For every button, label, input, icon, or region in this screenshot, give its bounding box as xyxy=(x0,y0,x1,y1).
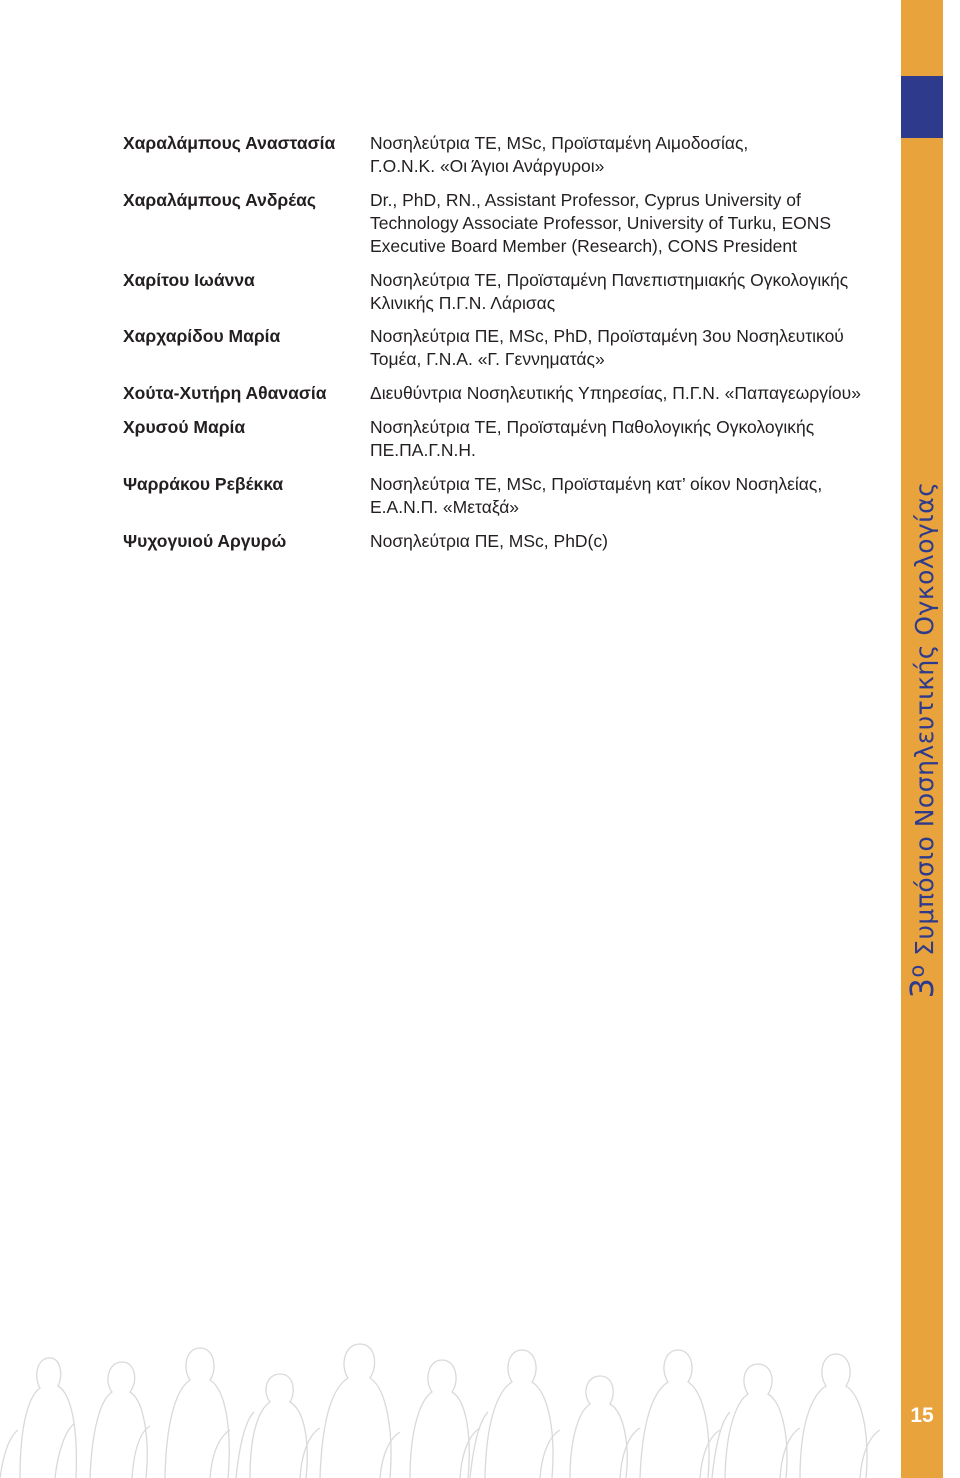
participant-name: Χαραλάμπους Αναστασία xyxy=(123,133,336,153)
sidebar-ordinal: 3 xyxy=(903,977,941,999)
page-number: 15 xyxy=(910,1404,934,1427)
description-line: Διευθύντρια Νοσηλευτικής Υπηρεσίας, Π.Γ.Ν. «Παπαγεωργίου» xyxy=(370,383,861,403)
description-line: Τομέα, Γ.Ν.Α. «Γ. Γεννηματάς» xyxy=(370,349,605,369)
sidebar-ordinal-mark: ο xyxy=(904,964,929,978)
participant-name: Χούτα-Χυτήρη Αθανασία xyxy=(123,383,327,403)
description-line: Νοσηλεύτρια ΠΕ, MSc, PhD, Προϊσταμένη 3ου Νοσηλευτικού xyxy=(370,326,844,346)
description-line: ΠΕ.ΠΑ.Γ.Ν.Η. xyxy=(370,440,476,460)
description-line: Κλινικής Π.Γ.Ν. Λάρισας xyxy=(370,293,556,313)
description-line: Νοσηλεύτρια ΤΕ, Προϊσταμένη Παθολογικής Ογκολογικής xyxy=(370,417,815,437)
description-line: Executive Board Member (Research), CONS President xyxy=(370,236,797,256)
description-line: Γ.Ο.Ν.Κ. «Οι Άγιοι Ανάργυροι» xyxy=(370,156,605,176)
participant-description xyxy=(370,189,880,258)
description-line: Ε.Α.Ν.Π. «Μεταξά» xyxy=(370,497,520,517)
sidebar-edge xyxy=(943,0,960,1478)
participant-name: Χαρχαρίδου Μαρία xyxy=(123,326,281,346)
sidebar-title-text: Συμπόσιο Νοσηλευτικής Ογκολογίας xyxy=(910,481,939,956)
participant-name: Χαρίτου Ιωάννα xyxy=(123,270,255,290)
participant-description xyxy=(370,530,880,553)
participant-description xyxy=(370,416,880,462)
participant-name: Χαραλάμπους Ανδρέας xyxy=(123,190,317,210)
participant-name: Ψυχογυιού Αργυρώ xyxy=(123,531,287,551)
participant-name: Χρυσού Μαρία xyxy=(123,417,246,437)
people-silhouettes-decoration xyxy=(0,1300,900,1478)
participant-description xyxy=(370,473,880,519)
description-line: Νοσηλεύτρια ΤΕ, MSc, Προϊσταμένη κατ’ οίκον Νοσηλείας, xyxy=(370,474,823,494)
participant-name: Ψαρράκου Ρεβέκκα xyxy=(123,474,284,494)
description-line: Νοσηλεύτρια ΤΕ, MSc, Προϊσταμένη Αιμοδοσίας, xyxy=(370,133,749,153)
description-line: Νοσηλεύτρια ΠΕ, MSc, PhD(c) xyxy=(370,531,608,551)
description-line: Dr., PhD, RN., Assistant Professor, Cyprus University of xyxy=(370,190,801,210)
description-line: Technology Associate Professor, University of Turku, EONS xyxy=(370,213,832,233)
participant-description xyxy=(370,132,880,178)
participant-description xyxy=(370,269,880,315)
participant-description xyxy=(370,325,880,371)
description-line: Νοσηλεύτρια ΤΕ, Προϊσταμένη Πανεπιστημιακής Ογκολογικής xyxy=(370,270,849,290)
participant-description xyxy=(370,382,880,405)
sidebar-blue-block xyxy=(901,76,943,138)
